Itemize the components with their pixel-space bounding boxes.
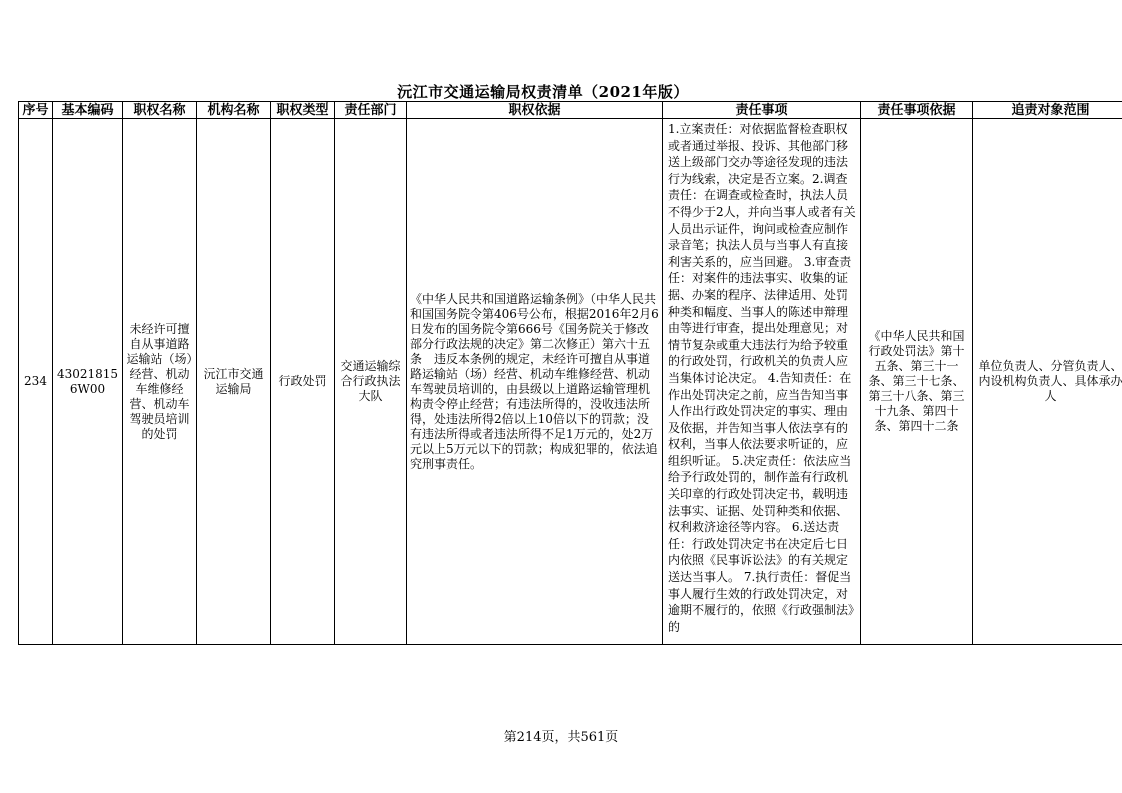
cell-power-name: 未经许可擅自从事道路运输站（场）经营、机动车维修经营、机动车驾驶员培训的处罚 <box>123 119 197 645</box>
table-header-row <box>19 102 1122 119</box>
header-duty-basis: 责任事项依据 <box>861 102 973 119</box>
cell-duty-basis: 《中华人民共和国行政处罚法》第十五条、第三十一条、第三十七条、第三十八条、第三十九条、第四十条、第四十二条 <box>861 119 973 645</box>
header-basis: 职权依据 <box>407 102 663 119</box>
header-power-type: 职权类型 <box>271 102 335 119</box>
header-seq: 序号 <box>19 102 53 119</box>
header-department: 责任部门 <box>335 102 407 119</box>
page-title: 沅江市交通运输局权责清单（2021年版） <box>397 83 689 101</box>
cell-org-name: 沅江市交通运输局 <box>197 119 271 645</box>
cell-power-type: 行政处罚 <box>271 119 335 645</box>
cell-accountability: 单位负责人、分管负责人、内设机构负责人、具体承办人 <box>973 119 1122 645</box>
table-row <box>19 119 1122 645</box>
header-accountability: 追责对象范围 <box>973 102 1122 119</box>
cell-code: 430218156W00 <box>53 119 123 645</box>
header-power-name: 职权名称 <box>123 102 197 119</box>
header-org-name: 机构名称 <box>197 102 271 119</box>
cell-duties: 1.立案责任：对依据监督检查职权或者通过举报、投诉、其他部门移送上级部门交办等途径发现的违法行为线索，决定是否立案。2.调查责任：在调查或检查时，执法人员不得少于2人，并向当事人或者有关人员出示证件，询问或检查应制作录音笔；执法人员与当事人有直接利害关系的，应当回避。 3.审查责任：对案件的违法事实、收集的证据、办案的程序、法律适用、处罚种类和幅度、当事人的陈述申辩理由等进行审查，提出处理意见；对情节复杂或重大违法行为给予较重的行政处罚，行政机关的负责人应当集体讨论决定。 4.告知责任：在作出处罚决定之前，应当告知当事人作出行政处罚决定的事实、理由及依据，并告知当事人依法享有的权利，当事人依法要求听证的，应组织听证。 5.决定责任：依法应当给予行政处罚的，制作盖有行政机关印章的行政处罚决定书，载明违法事实、证据、处罚种类和依据、权利救济途径等内容。 6.送达责任：行政处罚决定书在决定后七日内依照《民事诉讼法》的有关规定送达当事人。 7.执行责任：督促当事人履行生效的行政处罚决定，对逾期不履行的，依照《行政强制法》的 <box>663 119 861 645</box>
cell-department: 交通运输综合行政执法大队 <box>335 119 407 645</box>
page-number: 第214页，共561页 <box>503 730 619 745</box>
header-duties: 责任事项 <box>663 102 861 119</box>
cell-seq: 234 <box>19 119 53 645</box>
header-code: 基本编码 <box>53 102 123 119</box>
responsibility-table <box>18 101 1122 645</box>
cell-basis: 《中华人民共和国道路运输条例》（中华人民共和国国务院令第406号公布，根据2016年2月6日发布的国务院令第666号《国务院关于修改部分行政法规的决定》第二次修正）第六十五条 违反本条例的规定，未经许可擅自从事道路运输站（场）经营、机动车维修经营、机动车驾驶员培训的，由县级以上道路运输管理机构责令停止经营；有违法所得的，没收违法所得，处违法所得2倍以上10倍以下的罚款；没有违法所得或者违法所得不足1万元的，处2万元以上5万元以下的罚款；构成犯罪的，依法追究刑事责任。 <box>407 119 663 645</box>
